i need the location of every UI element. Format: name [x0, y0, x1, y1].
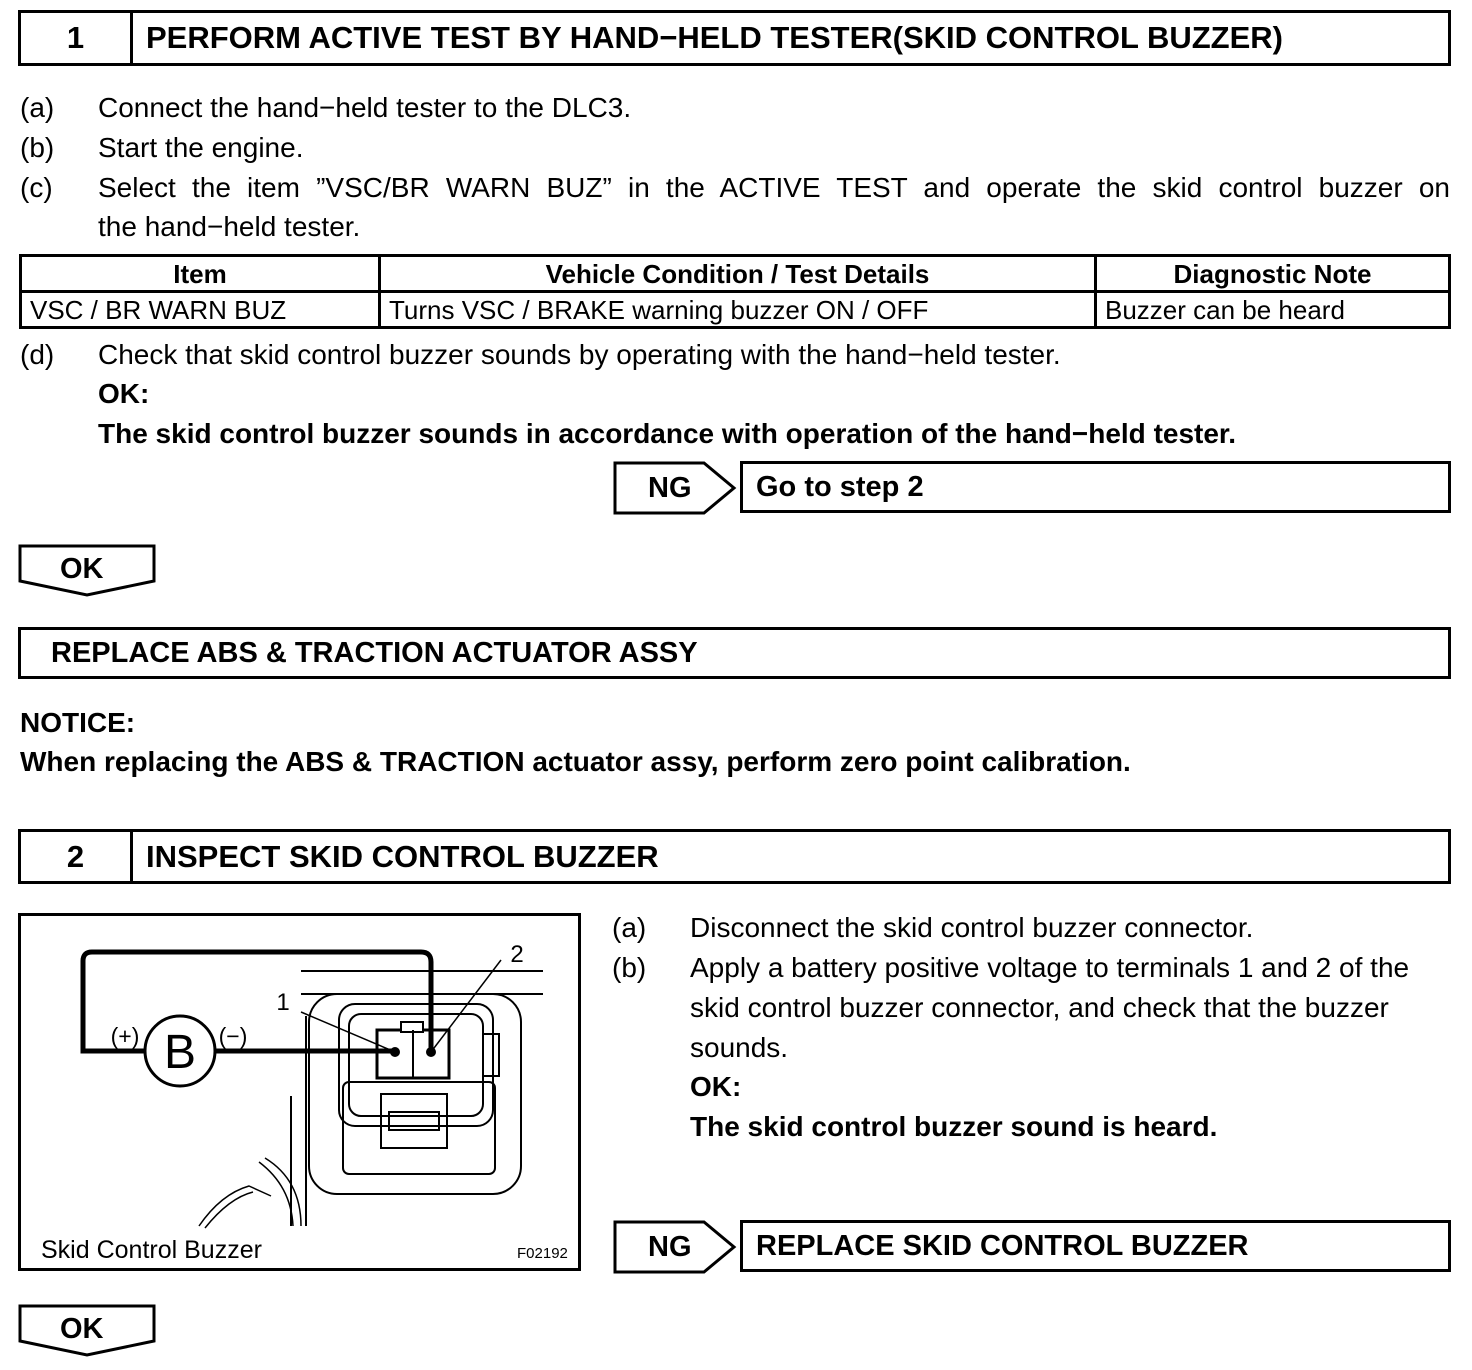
battery-label: B — [163, 1026, 197, 1079]
step2-number: 2 — [21, 832, 133, 881]
table-cell-note: Buzzer can be heard — [1096, 292, 1450, 328]
step1-item-c-text-continued: the hand−held tester. — [98, 211, 361, 242]
step2-ok-flow-label: OK — [60, 1313, 104, 1345]
step1-number: 1 — [21, 13, 133, 63]
table-cell-item: VSC / BR WARN BUZ — [21, 292, 380, 328]
terminal-2-label: 2 — [510, 941, 524, 968]
step1-item-b-text: Start the engine. — [98, 132, 304, 163]
active-test-table — [19, 254, 1451, 329]
step2-header — [18, 829, 1451, 884]
terminal-1-label: 1 — [276, 989, 290, 1016]
step1-ok-label: OK: — [98, 378, 150, 409]
step2-item-b-text-line2: skid control buzzer connector, and check that the buzzer — [690, 992, 1389, 1023]
battery-plus-label: (+) — [110, 1023, 140, 1049]
step1-ng-result: Go to step 2 — [740, 461, 1451, 513]
step1-item-c-text: Select the item ”VSC/BR WARN BUZ” in the ACTIVE TEST and operate the skid control buzzer on — [98, 172, 1450, 203]
step2-ng-label: NG — [648, 1231, 692, 1263]
step1-item-d-text: Check that skid control buzzer sounds by operating with the hand−held tester. — [98, 339, 1061, 370]
notice-text: When replacing the ABS & TRACTION actuator assy, perform zero point calibration. — [20, 746, 1131, 777]
table-header-row — [21, 256, 1450, 292]
step1-action-box: REPLACE ABS & TRACTION ACTUATOR ASSY — [18, 627, 1451, 679]
step1-item-c-label: (c) — [20, 172, 53, 203]
table-header-item: Item — [21, 256, 380, 292]
step1-ok-text: The skid control buzzer sounds in accordance with operation of the hand−held tester. — [98, 418, 1237, 449]
step2-item-b-text-line1: Apply a battery positive voltage to terminals 1 and 2 of the — [690, 952, 1410, 983]
step1-item-a-label: (a) — [20, 92, 55, 123]
step2-ok-label: OK: — [690, 1071, 742, 1102]
step2-ok-text: The skid control buzzer sound is heard. — [690, 1111, 1218, 1142]
step1-item-d-label: (d) — [20, 339, 55, 370]
step1-ok-flow-label: OK — [60, 553, 104, 585]
step2-item-b-label: (b) — [612, 952, 647, 983]
notice-label: NOTICE: — [20, 707, 136, 738]
buzzer-figure — [18, 913, 581, 1271]
step1-item-a-text: Connect the hand−held tester to the DLC3. — [98, 92, 632, 123]
battery-minus-label: (−) — [218, 1023, 248, 1049]
step1-item-b-label: (b) — [20, 132, 55, 163]
figure-code: F02192 — [517, 1245, 568, 1262]
step2-ng-result: REPLACE SKID CONTROL BUZZER — [740, 1220, 1451, 1272]
buzzer-wiring-diagram — [21, 916, 578, 1268]
step2-title: INSPECT SKID CONTROL BUZZER — [146, 838, 659, 874]
step1-title: PERFORM ACTIVE TEST BY HAND−HELD TESTER(SKID CONTROL BUZZER) — [146, 20, 1283, 55]
table-cell-condition: Turns VSC / BRAKE warning buzzer ON / OFF — [380, 292, 1096, 328]
table-header-condition: Vehicle Condition / Test Details — [380, 256, 1096, 292]
table-header-note: Diagnostic Note — [1096, 256, 1450, 292]
table-row — [21, 292, 1450, 328]
figure-caption: Skid Control Buzzer — [41, 1236, 262, 1264]
step2-item-a-text: Disconnect the skid control buzzer connector. — [690, 912, 1254, 943]
step2-item-b-text-line3: sounds. — [690, 1032, 789, 1063]
step1-header — [18, 10, 1451, 66]
step2-item-a-label: (a) — [612, 912, 647, 943]
step1-ng-label: NG — [648, 472, 692, 504]
